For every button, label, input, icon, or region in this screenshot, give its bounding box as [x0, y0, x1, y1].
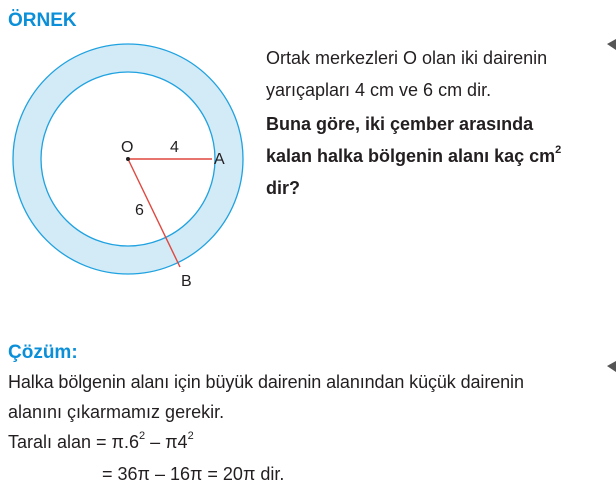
center-label: O [121, 139, 134, 156]
inner-radius-label: 4 [170, 139, 179, 156]
solution-line-2: alanını çıkarmamız gerekir. [8, 402, 225, 422]
formula-part-1: Taralı alan = π.6 [8, 432, 139, 452]
question-line-3: dir? [266, 178, 300, 198]
outer-radius-label: 6 [135, 202, 144, 219]
formula-exponent-1: 2 [139, 430, 146, 442]
solution-heading: Çözüm: [8, 342, 78, 363]
question-line-2 [266, 140, 561, 172]
solution-line-3 [8, 426, 194, 458]
solution-line-4: = 36π – 16π = 20π dir. [102, 464, 285, 484]
example-heading: ÖRNEK [8, 10, 77, 31]
question-line-1: Buna göre, iki çember arasında [266, 114, 534, 134]
unit-exponent: 2 [555, 144, 562, 156]
solution-line-1: Halka bölgenin alanı için büyük dairenin alanından küçük dairenin [8, 372, 524, 392]
point-b-label: B [181, 273, 192, 290]
question-line-2-text: kalan halka bölgenin alanı kaç cm [266, 146, 556, 166]
formula-part-2: – π4 [145, 432, 188, 452]
formula-exponent-2: 2 [187, 430, 194, 442]
point-a-label: A [214, 151, 225, 168]
concentric-circles-figure [0, 30, 262, 300]
margin-marker-icon [604, 38, 616, 52]
problem-line-1: Ortak merkezleri O olan iki dairenin [266, 48, 548, 68]
problem-line-2: yarıçapları 4 cm ve 6 cm dir. [266, 80, 492, 100]
center-point [126, 157, 130, 161]
margin-marker-icon [604, 360, 616, 374]
